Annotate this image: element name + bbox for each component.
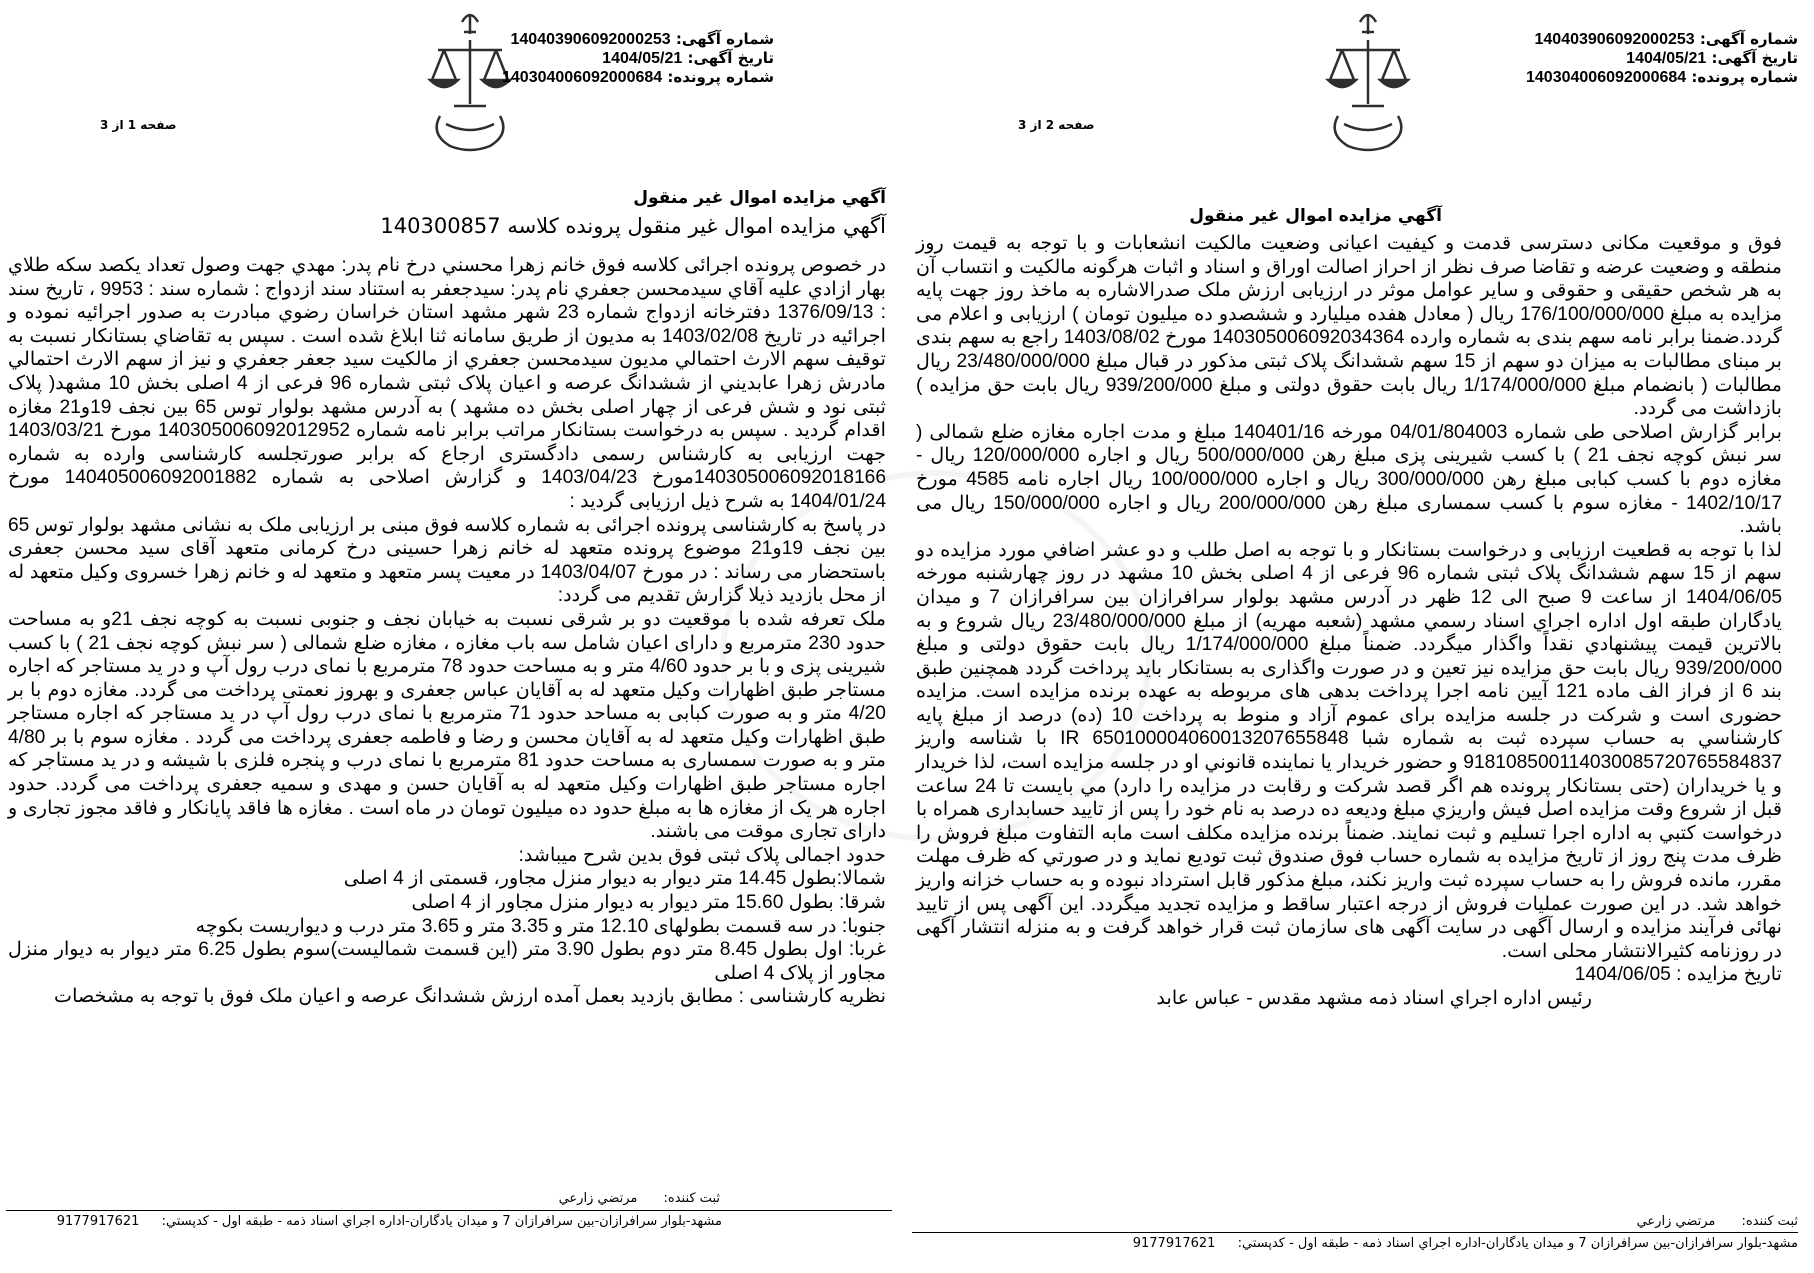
notice-number-row: شماره آگهی: 140403906092000253 — [510, 30, 774, 48]
auction-date: تاریخ مزایده : 1404/06/05 — [1574, 964, 1782, 986]
notice-date-row: تاریخ آگهی: 1404/05/21 — [1626, 49, 1798, 67]
paragraph: در خصوص پرونده اجرائی کلاسه فوق خانم زهرا محسني درخ نام پدر: مهدي جهت وصول تعداد یکصد سکه طلاي بهار ازادي علیه آقاي سیدمحسن جعفري نام پدر: سیدجعفر به استناد سند ازدواج : شماره سند : 9953 ، تاریخ سند : 1376/09/13 دفترخانه ازدواج شماره 23 شهر مشهد استان خراسان رضوي مبادرت به صدور اجرائیه نموده و اجرائیه در تاریخ 1403/02/08 به مدیون از طریق سامانه ثنا ابلاغ شده است . سپس به تقاضاي بستانکار نسبت به توقیف سهم الارث احتمالي مدیون سیدمحسن جعفري از مالکیت سید جعفر جعفري و نیز از سهم الارث احتمالي مادرش زهرا عابديني از ششدانگ عرصه و اعیان پلاک ثبتی شماره 96 فرعی از 4 اصلی بخش 10 مشهد( پلاک ثبتی نود و شش فرعی از چهار اصلی بخش ده مشهد ) به آدرس مشهد بولوار توس 65 بین نجف 19و21 مغازه اقدام گردید . سپس به درخواست بستانکار مراتب برابر نامه شماره 140305006092012952 مورخ 1403/03/21 جهت ارزیابی به کارشناس رسمی دادگستری ارجاع که برابر صورتجلسه کارشناسی وارده به شماره 140305006092018166مورخ 1403/04/23 و گزارش اصلاحی به شماره 140405006092001882 مورخ 1404/01/24 به شرح ذیل ارزیابی گردید : — [8, 255, 887, 512]
ad-subtitle: آگهي مزايده اموال غير منقول پرونده كلاسه 140300857 — [380, 214, 886, 238]
notice-number-row: شماره آگهی: 140403906092000253 — [1534, 30, 1798, 48]
footer-postal-code: 9177917621 — [56, 1214, 140, 1229]
footer-postal-code: 9177917621 — [1132, 1236, 1216, 1251]
notice-meta — [502, 30, 774, 87]
paragraph: برابر گزارش اصلاحی طی شماره 04/01/804003 مورخه 140401/16 مبلغ و مدت اجاره مغازه ضلع شمالی ( سر نبش کوچه نجف 21 ) با کسب شیرینی پزی مبلغ رهن 500/000/000 ریال و اجاره 120/000/000 ریال - مغازه دوم با کسب کبابی مبلغ رهن 300/000/000 ریال و اجاره 100/000/000 ریال اجاره نامه 4585 مورخ 1402/10/17 - مغازه سوم با کسب سمساری مبلغ رهن 200/000/000 ریال و اجاره 150/000/000 ریال می باشد. — [916, 421, 1783, 538]
case-number-row: شماره پرونده: 140304006092000684 — [502, 68, 774, 86]
footer-divider — [912, 1232, 1798, 1233]
footer-address: مشهد-بلوار سرافرازان-بین سرافرازان 7 و میدان یادگاران-اداره اجراي اسناد ذمه - طبقه اول - کدپستي: 9177917621 — [1132, 1236, 1798, 1251]
document-page-2 — [912, 0, 1798, 1273]
signature-line: رئیس اداره اجراي اسناد ذمه مشهد مقدس - عباس عابد — [1156, 988, 1592, 1009]
footer-address: مشهد-بلوار سرافرازان-بین سرافرازان 7 و میدان یادگاران-اداره اجراي اسناد ذمه - طبقه اول - کدپستي: 9177917621 — [56, 1214, 722, 1229]
page-indicator: صفحه 2 از 3 — [1018, 118, 1095, 132]
case-number-row: شماره پرونده: 140304006092000684 — [1526, 68, 1798, 86]
ad-title: آگهي مزايده اموال غير منقول — [633, 188, 886, 208]
notice-meta — [1526, 30, 1798, 87]
boundary-north: شمالا:بطول 14.45 متر دیوار به دیوار منزل مجاور، قسمتی از 4 اصلی — [343, 868, 886, 890]
boundary-west: غربا: اول بطول 8.45 متر دوم بطول 3.90 متر (این قسمت شمالیست)سوم بطول 6.25 متر دیوار به دیوار منزل مجاور از پلاک 4 اصلی — [8, 939, 886, 984]
paragraph: در پاسخ به کارشناسی پرونده اجرائی به شماره کلاسه فوق مبنی بر ارزیابی ملک به نشانی مشهد بولوار توس 65 بین نجف 19و21 موضوع پرونده متعهد له خانم زهرا حسینی درخ کرمانی متعهد آقای سید محسن جعفری باستحضار می رساند : در مورخ 1403/04/07 در معیت پسر متعهد و متعهد له و خانم زهرا خسروی وکیل متعهد له از محل بازدید ذیلا گزارش تقدیم می گردد: — [8, 514, 886, 607]
boundaries-intro: حدود اجمالی پلاک ثبتی فوق بدین شرح میباشد: — [518, 844, 886, 866]
registrar: ثبت کننده: مرتضي زارعي — [558, 1191, 720, 1206]
notice-date-row: تاریخ آگهی: 1404/05/21 — [602, 49, 774, 67]
judiciary-emblem-icon — [1308, 4, 1428, 154]
boundary-south: جنوبا: در سه قسمت بطولهای 12.10 متر و 3.35 متر و 3.65 متر درب و دیواریست بکوچه — [195, 915, 886, 937]
ad-title: آگهي مزايده اموال غير منقول — [1189, 206, 1442, 226]
paragraph: لذا با توجه به قطعیت ارزیابی و درخواست بستانکار و با توجه به اصل طلب و دو عشر اضافي مورد مزایده دو سهم از 15 سهم ششدانگ پلاک ثبتی شماره 96 فرعی از 4 اصلی بخش 10 مشهد در روز چهارشنبه مورخه 1404/06/05 از ساعت 9 صبح الی 12 ظهر در آدرس مشهد بولوار سرافرازان بین سرافرازان 7 و میدان یادگاران طبقه اول اداره اجراي اسناد رسمي مشهد (شعبه مهریه) از مبلغ 23/480/000/000 ریال شروع و به بالاترین قیمت پیشنهادي نقداً واگذار میگردد. ضمناً مبلغ 1/174/000/000 ریال بابت حقوق دولتی و مبلغ 939/200/000 ریال بابت حق مزایده نیز تعین و در صورت واگذاری به بستانکار باید پرداخت گردد همچنین طبق بند 6 از فراز الف ماده 121 آیین نامه اجرا پرداخت بدهی های مربوطه به عهده برنده مزایده است. مزایده حضوری است و شرکت در جلسه مزایده برای عموم آزاد و منوط به پرداخت 10 (ده) درصد از مبلغ پایه کارشناسي به حساب سپرده ثبت به شماره شبا IR 650100004060013207655848 با شناسه واریز 918108500114030085720765584837 و حضور خریدار یا نماینده قانوني او در جلسه مزایده است، لذا خریدار و یا خریداران (حتی بستانکار پرونده هم اگر قصد شرکت و رقابت در مزایده را دارد) مي بایست تا 24 ساعت قبل از شروع وقت مزایده اصل فیش واریزي مبلغ ودیعه ده درصد به نام خود را پس از تایید حسابداری همراه با درخواست کتبي به اداره اجرا تسلیم و ثبت نمایند. ضمناً برنده مزایده مکلف است مابه التفاوت مبلغ فروش را ظرف مدت پنج روز از تاریخ مزایده به شماره حساب فوق صندوق ثبت تودیع نماید و در صورتي که ظرف مهلت مقرر، مانده فروش را به حساب سپرده ثبت واریز نکند، مبلغ مذکور قابل استرداد نبوده و به حساب خزانه واریز خواهد شد. در این صورت عملیات فروش از درجه اعتبار ساقط و مزایده تجدید میگردد. این آگهی پس از تایید نهائی فرآیند مزایده و ارسال آگهی در سایت آگهی های سازمان ثبت قرار خواهد گرفت و به منزله انتشار آگهی در روزنامه کثیرالانتشار محلی است. — [916, 539, 1783, 962]
ad-body — [8, 254, 886, 1009]
page-indicator: صفحه 1 از 3 — [100, 118, 177, 132]
paragraph: ملک تعرفه شده با موقعیت دو بر شرقی نسبت به خیابان نجف و جنوبی نسبت به کوچه نجف 21و به مساحت حدود 230 مترمربع و دارای اعیان شامل سه باب مغازه ، مغازه ضلع شمالی ( سر نبش کوچه نجف 21 ) با کسب شیرینی پزی و با بر حدود 4/60 متر و به مساحت حدود 78 مترمربع با نمای درب رول آپ و در ید مستاجر که اجاره مستاجر طبق اظهارات وکیل متعهد له به آقایان عباس جعفری و بهروز نعمتی پرداخت می گردد. مغازه دوم با بر 4/20 متر و به صورت کبابی به مساحد حدود 71 مترمربع با نمای درب رول آپ در ید مستاجر که اجاره مستاجر طبق اظهارات وکیل متعهد له به آقایان محسن و رضا و فاطمه جعفری پرداخت می گردد . مغازه سوم با بر 4/80 متر و به صورت سمساری به مساحت حدود 81 مترمربع با نمای درب و پنجره فلزی با شیشه و در ید مستاجر که اجاره مستاجر طبق اظهارات وکیل متعهد له به آقایان حسن و مهدی و سمیه جعفری پرداخت می گردد. حدود اجاره هر یک از مغازه ها به مبلغ حدود ده میلیون تومان در ماه است . مغازه ها فاقد پایانکار و فاقد مجوز تجاری و دارای تجاری موقت می باشند. — [8, 608, 887, 843]
ad-body — [916, 232, 1782, 1011]
boundary-east: شرقا: بطول 15.60 متر دیوار به دیوار منزل مجاور از 4 اصلی — [411, 892, 886, 914]
registrar: ثبت کننده: مرتضي زارعي — [1636, 1214, 1798, 1229]
expert-opinion: نظریه کارشناسی : مطابق بازدید بعمل آمده ارزش ششدانگ عرصه و اعیان ملک فوق با توجه به مشخصات — [54, 986, 886, 1008]
document-page-1 — [6, 0, 892, 1273]
footer-divider — [6, 1210, 892, 1211]
paragraph: فوق و موقعیت مکانی دسترسی قدمت و کیفیت اعیانی وضعیت مالکیت انشعابات و با توجه به قیمت روز منطقه و وضعیت عرضه و تقاضا صرف نظر از احراز اصالت اوراق و اسناد و اثبات هرگونه مالکیت و انتساب آن به هر شخص حقیقی و حقوقی و سایر عوامل موثر در ارزیابی ارزش ملک صدرالاشاره به ماخذ روز جهت پایه مزایده به مبلغ 176/100/000/000 ریال ( معادل هفده میلیارد و ششصدو ده میلیون تومان ) ارزیابی و اعلام می گردد.ضمنا برابر نامه سهم بندی به شماره وارده 140305006092034364 مورخ 1403/08/02 راجع به سهم بندی بر مبنای مطالبات به میزان دو سهم از 15 سهم ششدانگ پلاک ثبتی مذکور در قبال مبلغ 23/480/000/000 ریال مطالبات ( بانضمام مبلغ 1/174/000/000 ریال بابت حقوق دولتی و مبلغ 939/200/000 ریال بابت حق مزایده ) بازداشت می گردد. — [916, 233, 1783, 420]
